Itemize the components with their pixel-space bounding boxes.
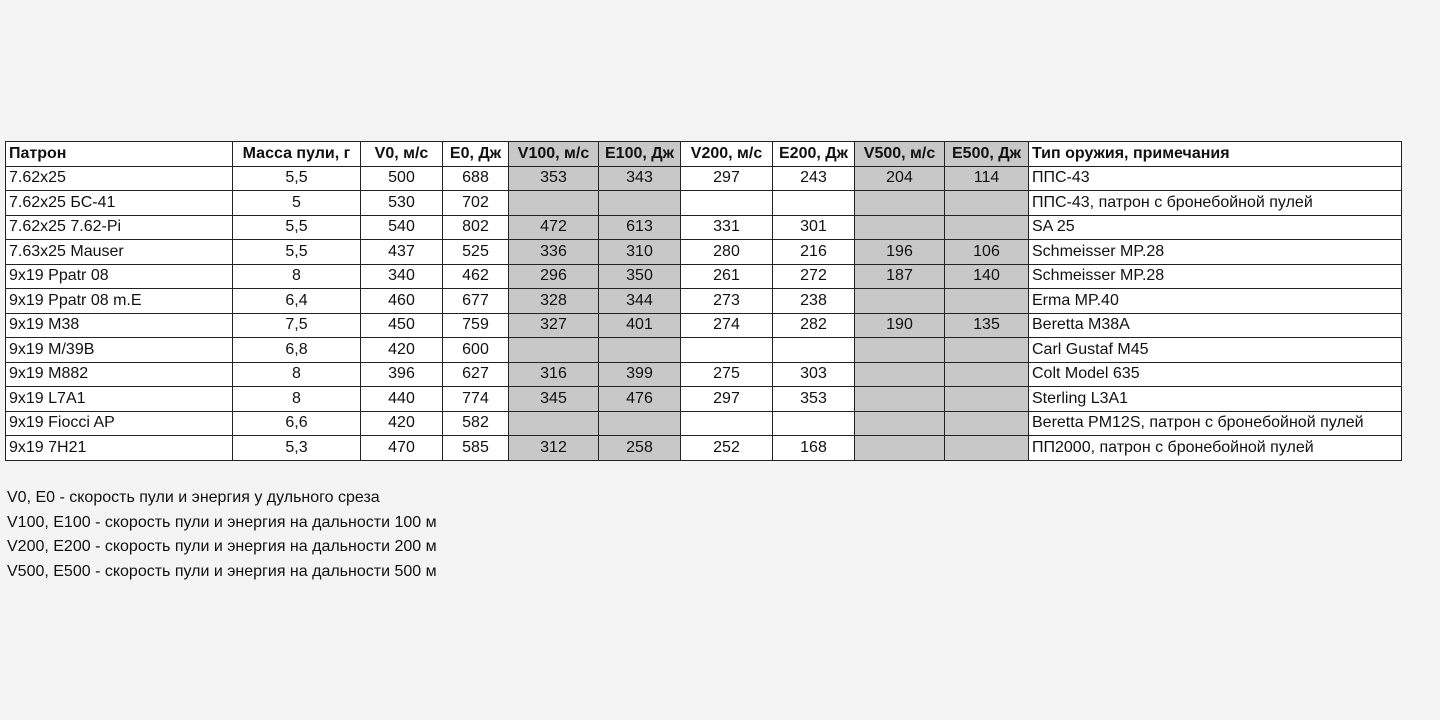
table-cell: 9x19 M/39B — [6, 338, 233, 363]
table-cell — [855, 411, 945, 436]
table-cell: 5,5 — [233, 215, 361, 240]
table-cell: 301 — [773, 215, 855, 240]
table-cell: 7,5 — [233, 313, 361, 338]
column-header: V500, м/с — [855, 142, 945, 167]
table-row — [6, 289, 1402, 314]
table-cell — [773, 191, 855, 216]
table-cell: 310 — [599, 240, 681, 265]
table-cell: 802 — [443, 215, 509, 240]
table-cell: 8 — [233, 387, 361, 412]
table-cell: 585 — [443, 436, 509, 461]
table-row — [6, 338, 1402, 363]
table-cell: 540 — [361, 215, 443, 240]
table-cell: ППС-43, патрон с бронебойной пулей — [1029, 191, 1402, 216]
table-cell: 677 — [443, 289, 509, 314]
table-cell — [855, 215, 945, 240]
table-cell — [681, 411, 773, 436]
table-cell: 275 — [681, 362, 773, 387]
table-cell: 472 — [509, 215, 599, 240]
table-cell: 6,4 — [233, 289, 361, 314]
table-cell: Beretta PM12S, патрон с бронебойной пулей — [1029, 411, 1402, 436]
note-line: V100, E100 - скорость пули и энергия на дальности 100 м — [7, 513, 437, 531]
table-row — [6, 436, 1402, 461]
table-cell: 9x19 M882 — [6, 362, 233, 387]
table-cell — [681, 338, 773, 363]
table-cell: 450 — [361, 313, 443, 338]
table-cell: 396 — [361, 362, 443, 387]
table-cell: 328 — [509, 289, 599, 314]
table-cell — [945, 215, 1029, 240]
table-cell: 9x19 7H21 — [6, 436, 233, 461]
note-line: V0, E0 - скорость пули и энергия у дульного среза — [7, 489, 380, 506]
table-cell: 470 — [361, 436, 443, 461]
table-row — [6, 387, 1402, 412]
table-cell: Sterling L3A1 — [1029, 387, 1402, 412]
table-cell: 500 — [361, 166, 443, 191]
column-header: V200, м/с — [681, 142, 773, 167]
table-cell: 343 — [599, 166, 681, 191]
ammo-table — [5, 141, 1402, 461]
table-row — [6, 313, 1402, 338]
table-cell: 5,3 — [233, 436, 361, 461]
table-cell: Beretta M38A — [1029, 313, 1402, 338]
table-cell: 399 — [599, 362, 681, 387]
table-cell: 7.62x25 — [6, 166, 233, 191]
table-cell: 106 — [945, 240, 1029, 265]
table-cell: 5,5 — [233, 240, 361, 265]
table-cell: 8 — [233, 362, 361, 387]
table-cell: 759 — [443, 313, 509, 338]
table-cell: 258 — [599, 436, 681, 461]
note-line: V500, E500 - скорость пули и энергия на дальности 500 м — [7, 562, 437, 580]
table-cell — [945, 191, 1029, 216]
table-cell: 297 — [681, 166, 773, 191]
table-cell: 261 — [681, 264, 773, 289]
table-cell: 327 — [509, 313, 599, 338]
table-cell: 5,5 — [233, 166, 361, 191]
table-cell: 114 — [945, 166, 1029, 191]
table-cell: 774 — [443, 387, 509, 412]
table-cell: 340 — [361, 264, 443, 289]
table-cell: 273 — [681, 289, 773, 314]
table-cell: 252 — [681, 436, 773, 461]
table-cell: 7.62x25 БС-41 — [6, 191, 233, 216]
column-header: E0, Дж — [443, 142, 509, 167]
table-cell — [599, 411, 681, 436]
table-cell: 525 — [443, 240, 509, 265]
table-cell: 303 — [773, 362, 855, 387]
table-cell: 316 — [509, 362, 599, 387]
table-cell: 353 — [773, 387, 855, 412]
table-cell — [509, 411, 599, 436]
table-cell: 9x19 Ppatr 08 — [6, 264, 233, 289]
table-cell: 345 — [509, 387, 599, 412]
column-header: E200, Дж — [773, 142, 855, 167]
table-cell: 168 — [773, 436, 855, 461]
table-cell: 353 — [509, 166, 599, 191]
table-cell: 8 — [233, 264, 361, 289]
table-cell: 331 — [681, 215, 773, 240]
table-cell: 336 — [509, 240, 599, 265]
table-cell: 600 — [443, 338, 509, 363]
table-cell: 7.62x25 7.62-Pi — [6, 215, 233, 240]
table-cell: 9x19 Ppatr 08 m.E — [6, 289, 233, 314]
table-cell — [855, 338, 945, 363]
table-cell: 702 — [443, 191, 509, 216]
column-header: E100, Дж — [599, 142, 681, 167]
table-cell: 140 — [945, 264, 1029, 289]
table-cell: 9x19 Fiocci AP — [6, 411, 233, 436]
table-cell: 437 — [361, 240, 443, 265]
table-cell: 627 — [443, 362, 509, 387]
table-cell: 216 — [773, 240, 855, 265]
table-cell: 476 — [599, 387, 681, 412]
table-cell: 420 — [361, 338, 443, 363]
column-header: V0, м/с — [361, 142, 443, 167]
table-cell: 243 — [773, 166, 855, 191]
table-cell: 440 — [361, 387, 443, 412]
table-cell: 6,8 — [233, 338, 361, 363]
table-body — [6, 166, 1402, 460]
table-cell: 282 — [773, 313, 855, 338]
table-cell — [773, 338, 855, 363]
table-cell: 7.63x25 Mauser — [6, 240, 233, 265]
table-cell: 582 — [443, 411, 509, 436]
table-cell: 6,6 — [233, 411, 361, 436]
table-cell: 344 — [599, 289, 681, 314]
table-cell: 280 — [681, 240, 773, 265]
table-row — [6, 215, 1402, 240]
column-header: Тип оружия, примечания — [1029, 142, 1402, 167]
table-cell: 238 — [773, 289, 855, 314]
table-cell: 204 — [855, 166, 945, 191]
table-cell — [599, 191, 681, 216]
table-cell — [945, 387, 1029, 412]
table-row — [6, 411, 1402, 436]
table-cell: 462 — [443, 264, 509, 289]
table-cell: 9x19 L7A1 — [6, 387, 233, 412]
table-cell — [681, 191, 773, 216]
table-cell — [855, 387, 945, 412]
table-row — [6, 191, 1402, 216]
table-cell: SA 25 — [1029, 215, 1402, 240]
table-cell: 196 — [855, 240, 945, 265]
table-cell — [855, 289, 945, 314]
table-row — [6, 240, 1402, 265]
table-cell: Schmeisser MP.28 — [1029, 240, 1402, 265]
column-header: V100, м/с — [509, 142, 599, 167]
table-cell: 135 — [945, 313, 1029, 338]
table-cell: 530 — [361, 191, 443, 216]
table-header-row — [6, 142, 1402, 167]
table-cell: 297 — [681, 387, 773, 412]
column-header: E500, Дж — [945, 142, 1029, 167]
table-cell — [773, 411, 855, 436]
table-cell: Schmeisser MP.28 — [1029, 264, 1402, 289]
column-header: Патрон — [6, 142, 233, 167]
table-cell — [945, 362, 1029, 387]
table-cell: 460 — [361, 289, 443, 314]
table-cell: 401 — [599, 313, 681, 338]
table-cell: 350 — [599, 264, 681, 289]
table-cell — [855, 362, 945, 387]
table-cell: 274 — [681, 313, 773, 338]
table-cell: ПП2000, патрон с бронебойной пулей — [1029, 436, 1402, 461]
table-cell: 272 — [773, 264, 855, 289]
table-cell: 187 — [855, 264, 945, 289]
table-cell — [945, 289, 1029, 314]
table-cell: 5 — [233, 191, 361, 216]
table-cell — [945, 436, 1029, 461]
table-row — [6, 166, 1402, 191]
table-row — [6, 264, 1402, 289]
table-cell — [855, 436, 945, 461]
table-row — [6, 362, 1402, 387]
column-header: Масса пули, г — [233, 142, 361, 167]
table-cell: Carl Gustaf M45 — [1029, 338, 1402, 363]
table-cell: Colt Model 635 — [1029, 362, 1402, 387]
table-cell: 296 — [509, 264, 599, 289]
legend-notes — [7, 486, 437, 584]
table-cell: Erma MP.40 — [1029, 289, 1402, 314]
table-cell — [855, 191, 945, 216]
table-cell: 688 — [443, 166, 509, 191]
table-cell: 613 — [599, 215, 681, 240]
table-cell: 312 — [509, 436, 599, 461]
table-cell — [945, 338, 1029, 363]
table-cell — [509, 191, 599, 216]
table-cell: 9x19 M38 — [6, 313, 233, 338]
table-cell: ППС-43 — [1029, 166, 1402, 191]
table-cell: 190 — [855, 313, 945, 338]
table-cell — [509, 338, 599, 363]
table-cell — [945, 411, 1029, 436]
note-line: V200, E200 - скорость пули и энергия на дальности 200 м — [7, 538, 437, 555]
table-cell — [599, 338, 681, 363]
table-cell: 420 — [361, 411, 443, 436]
